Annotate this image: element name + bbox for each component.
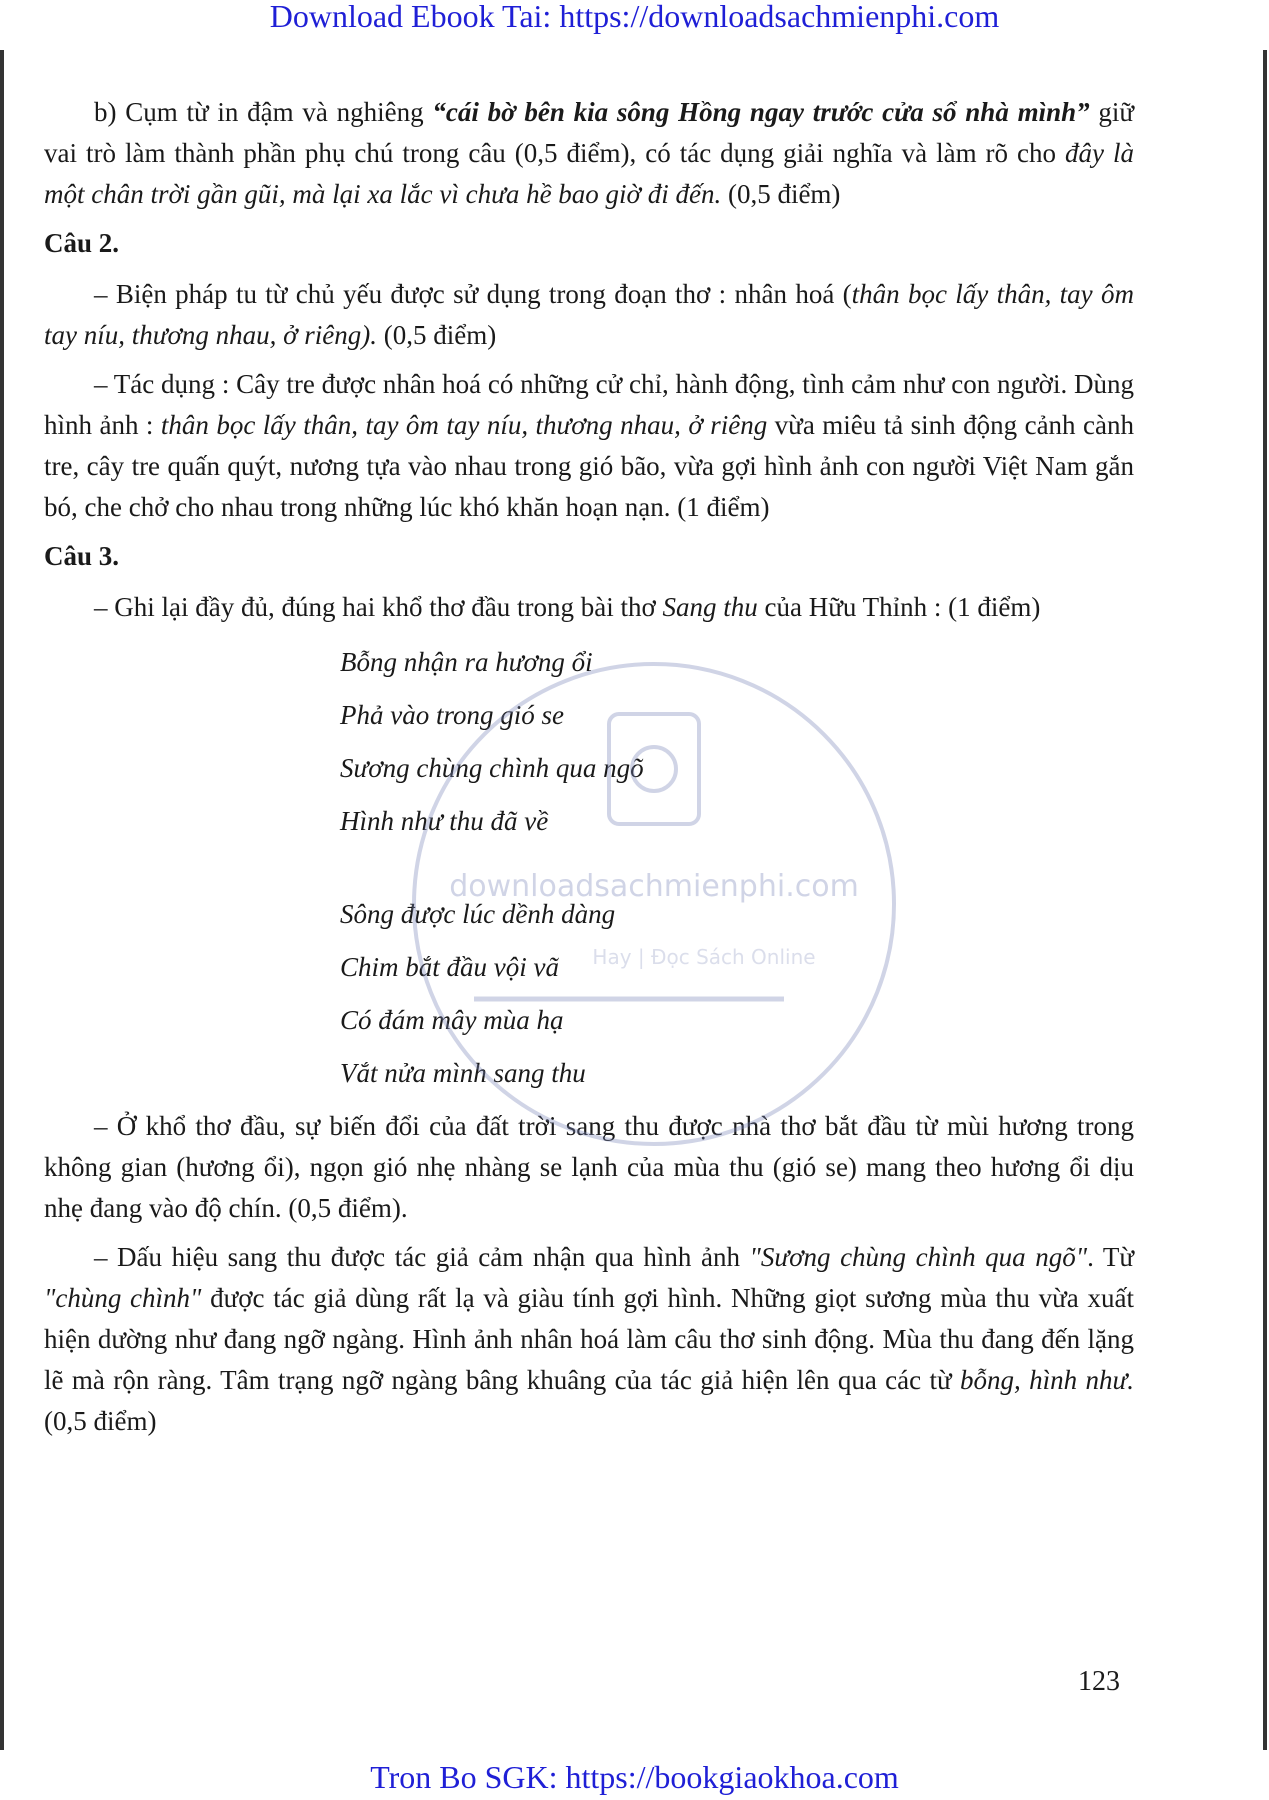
cau3-analysis-2: – Dấu hiệu sang thu được tác giả cảm nhận qua hình ảnh "Sương chùng chình qua ngõ". Từ "chùng chình" được tác giả dùng rất lạ và giàu tính gợi hình. Những giọt sương mùa thu vừa xuất hiện dường như đang ngỡ ngàng. Hình ảnh nhân hoá làm câu thơ sinh động. Mùa thu đang đến lặng lẽ mà rộn ràng. Tâm trạng ngỡ ngàng bâng khuâng của tác giả hiện lên qua các từ bỗng, hình như. (0,5 điểm) [44,1242,1135,1436]
poem-line: Phả vào trong gió se [340,700,564,730]
cau3-heading: Câu 3. [44,541,120,571]
page-number: 123 [1078,1666,1120,1697]
stanza-gap [340,848,1134,888]
part-b-paragraph: b) Cụm từ in đậm và nghiêng “cái bờ bên kia sông Hồng ngay trước cửa sổ nhà mình” giữ vai trò làm thành phần phụ chú trong câu (0,5 điểm), có tác dụng giải nghĩa và làm rõ cho đây là một chân trời gần gũi, mà lại xa lắc vì chưa hề bao giờ đi đến. (0,5 điểm) [44,97,1134,209]
poem-line: Sương chùng chình qua ngõ [340,753,644,783]
cau3-analysis-1: – Ở khổ thơ đầu, sự biến đổi của đất trời sang thu được nhà thơ bắt đầu từ mùi hương trong không gian (hương ổi), ngọn gió nhẹ nhàng se lạnh của mùa thu (gió se) mang theo hương ổi dịu nhẹ đang vào độ chín. (0,5 điểm). [44,1111,1134,1223]
poem-line: Hình như thu đã về [340,806,549,836]
poem-line: Vắt nửa mình sang thu [340,1058,586,1088]
poem-line: Chim bắt đầu vội vã [340,952,559,982]
bottom-banner[interactable]: Tron Bo SGK: https://bookgiaokhoa.com [370,1759,899,1795]
cau2-heading: Câu 2. [44,228,120,258]
watermark-tagline: Hay | Đọc Sách Online [592,945,816,969]
cau2-paragraph-2: – Tác dụng : Cây tre được nhân hoá có những cử chỉ, hành động, tình cảm như con người. Dùng hình ảnh : thân bọc lấy thân, tay ôm tay níu, thương nhau, ở riêng vừa miêu tả sinh động cảnh cành tre, cây tre quấn quýt, nương tựa vào nhau trong gió bão, vừa gợi hình ảnh con người Việt Nam gắn bó, che chở cho nhau trong những lúc khó khăn hoạn nạn. (1 điểm) [44,369,1134,522]
page-edge-right [1263,50,1267,1750]
poem-line: Bỗng nhận ra hương ổi [340,647,593,677]
poem-line: Sông được lúc dềnh dàng [340,899,616,929]
page-edge-left [0,50,4,1750]
poem-line: Có đám mây mùa hạ [340,1005,564,1035]
top-banner[interactable]: Download Ebook Tai: https://downloadsachmienphi.com [269,0,1000,34]
poem [340,636,1134,1100]
cau2-paragraph-1: – Biện pháp tu từ chủ yếu được sử dụng trong đoạn thơ : nhân hoá (thân bọc lấy thân, tay ôm tay níu, thương nhau, ở riêng). (0,5 điểm) [44,279,1134,350]
cau3-intro: – Ghi lại đầy đủ, đúng hai khổ thơ đầu trong bài thơ Sang thu của Hữu Thỉnh : (1 điểm) [94,592,1041,622]
watermark-site-text: downloadsachmienphi.com [449,869,859,904]
page-content [44,92,1134,1450]
